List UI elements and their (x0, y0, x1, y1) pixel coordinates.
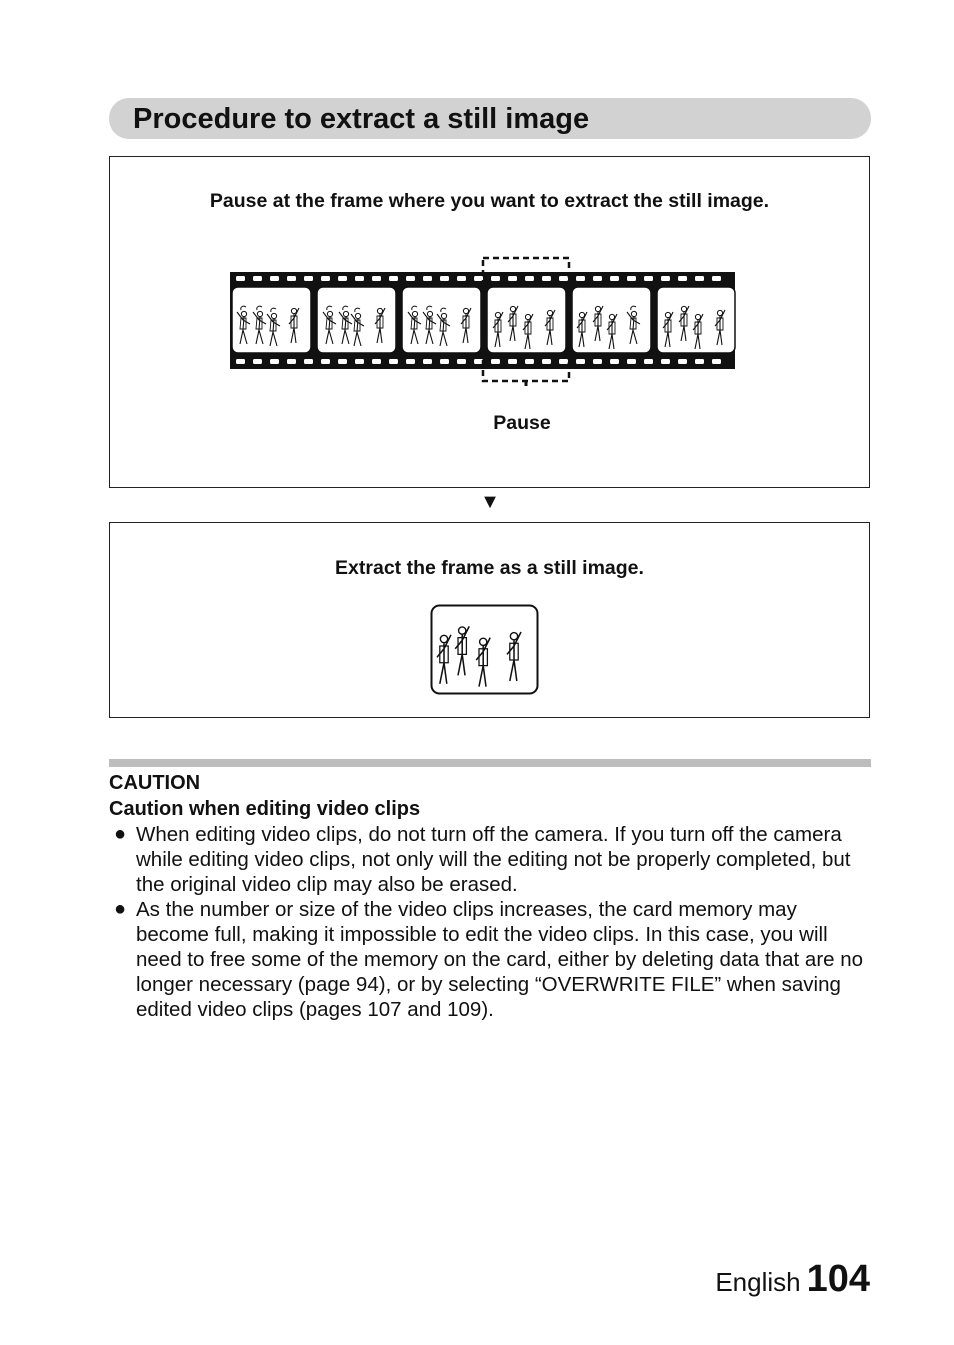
caution-item-text: When editing video clips, do not turn off the camera. If you turn off the camera while editing video clips, not only will the editing not be properly completed, but the original video clip may also be erased. (136, 823, 851, 896)
page-number: 104 (806, 1258, 870, 1300)
bullet-icon: ● (114, 898, 127, 920)
step2-instruction: Extract the frame as a still image. (335, 557, 644, 579)
caution-list (109, 822, 869, 1022)
bullet-icon: ● (114, 823, 127, 845)
caution-subheading: Caution when editing video clips (109, 798, 421, 820)
list-item (109, 822, 869, 897)
down-arrow-icon: ▼ (480, 491, 500, 513)
list-item (109, 897, 869, 1022)
step1-instruction: Pause at the frame where you want to extract the still image. (209, 190, 770, 212)
still-image-illustration (430, 604, 540, 696)
pause-label: Pause (493, 412, 551, 434)
section-title-bar (109, 98, 871, 139)
caution-heading: CAUTION (109, 772, 201, 794)
caution-divider (109, 759, 871, 767)
footer-language: English (715, 1267, 801, 1297)
filmstrip-illustration (230, 254, 740, 386)
section-title: Procedure to extract a still image (133, 103, 590, 135)
page-footer (715, 1258, 870, 1301)
caution-item-text: As the number or size of the video clips increases, the card memory may become full, making it impossible to edit the video clips. In this case, you will need to free some of the memory on the card, either by deleting data that are no longer necessary (page 94), or by selecting “OVERWRITE FILE” when saving edited video clips (pages 107 and 109). (136, 898, 864, 1021)
